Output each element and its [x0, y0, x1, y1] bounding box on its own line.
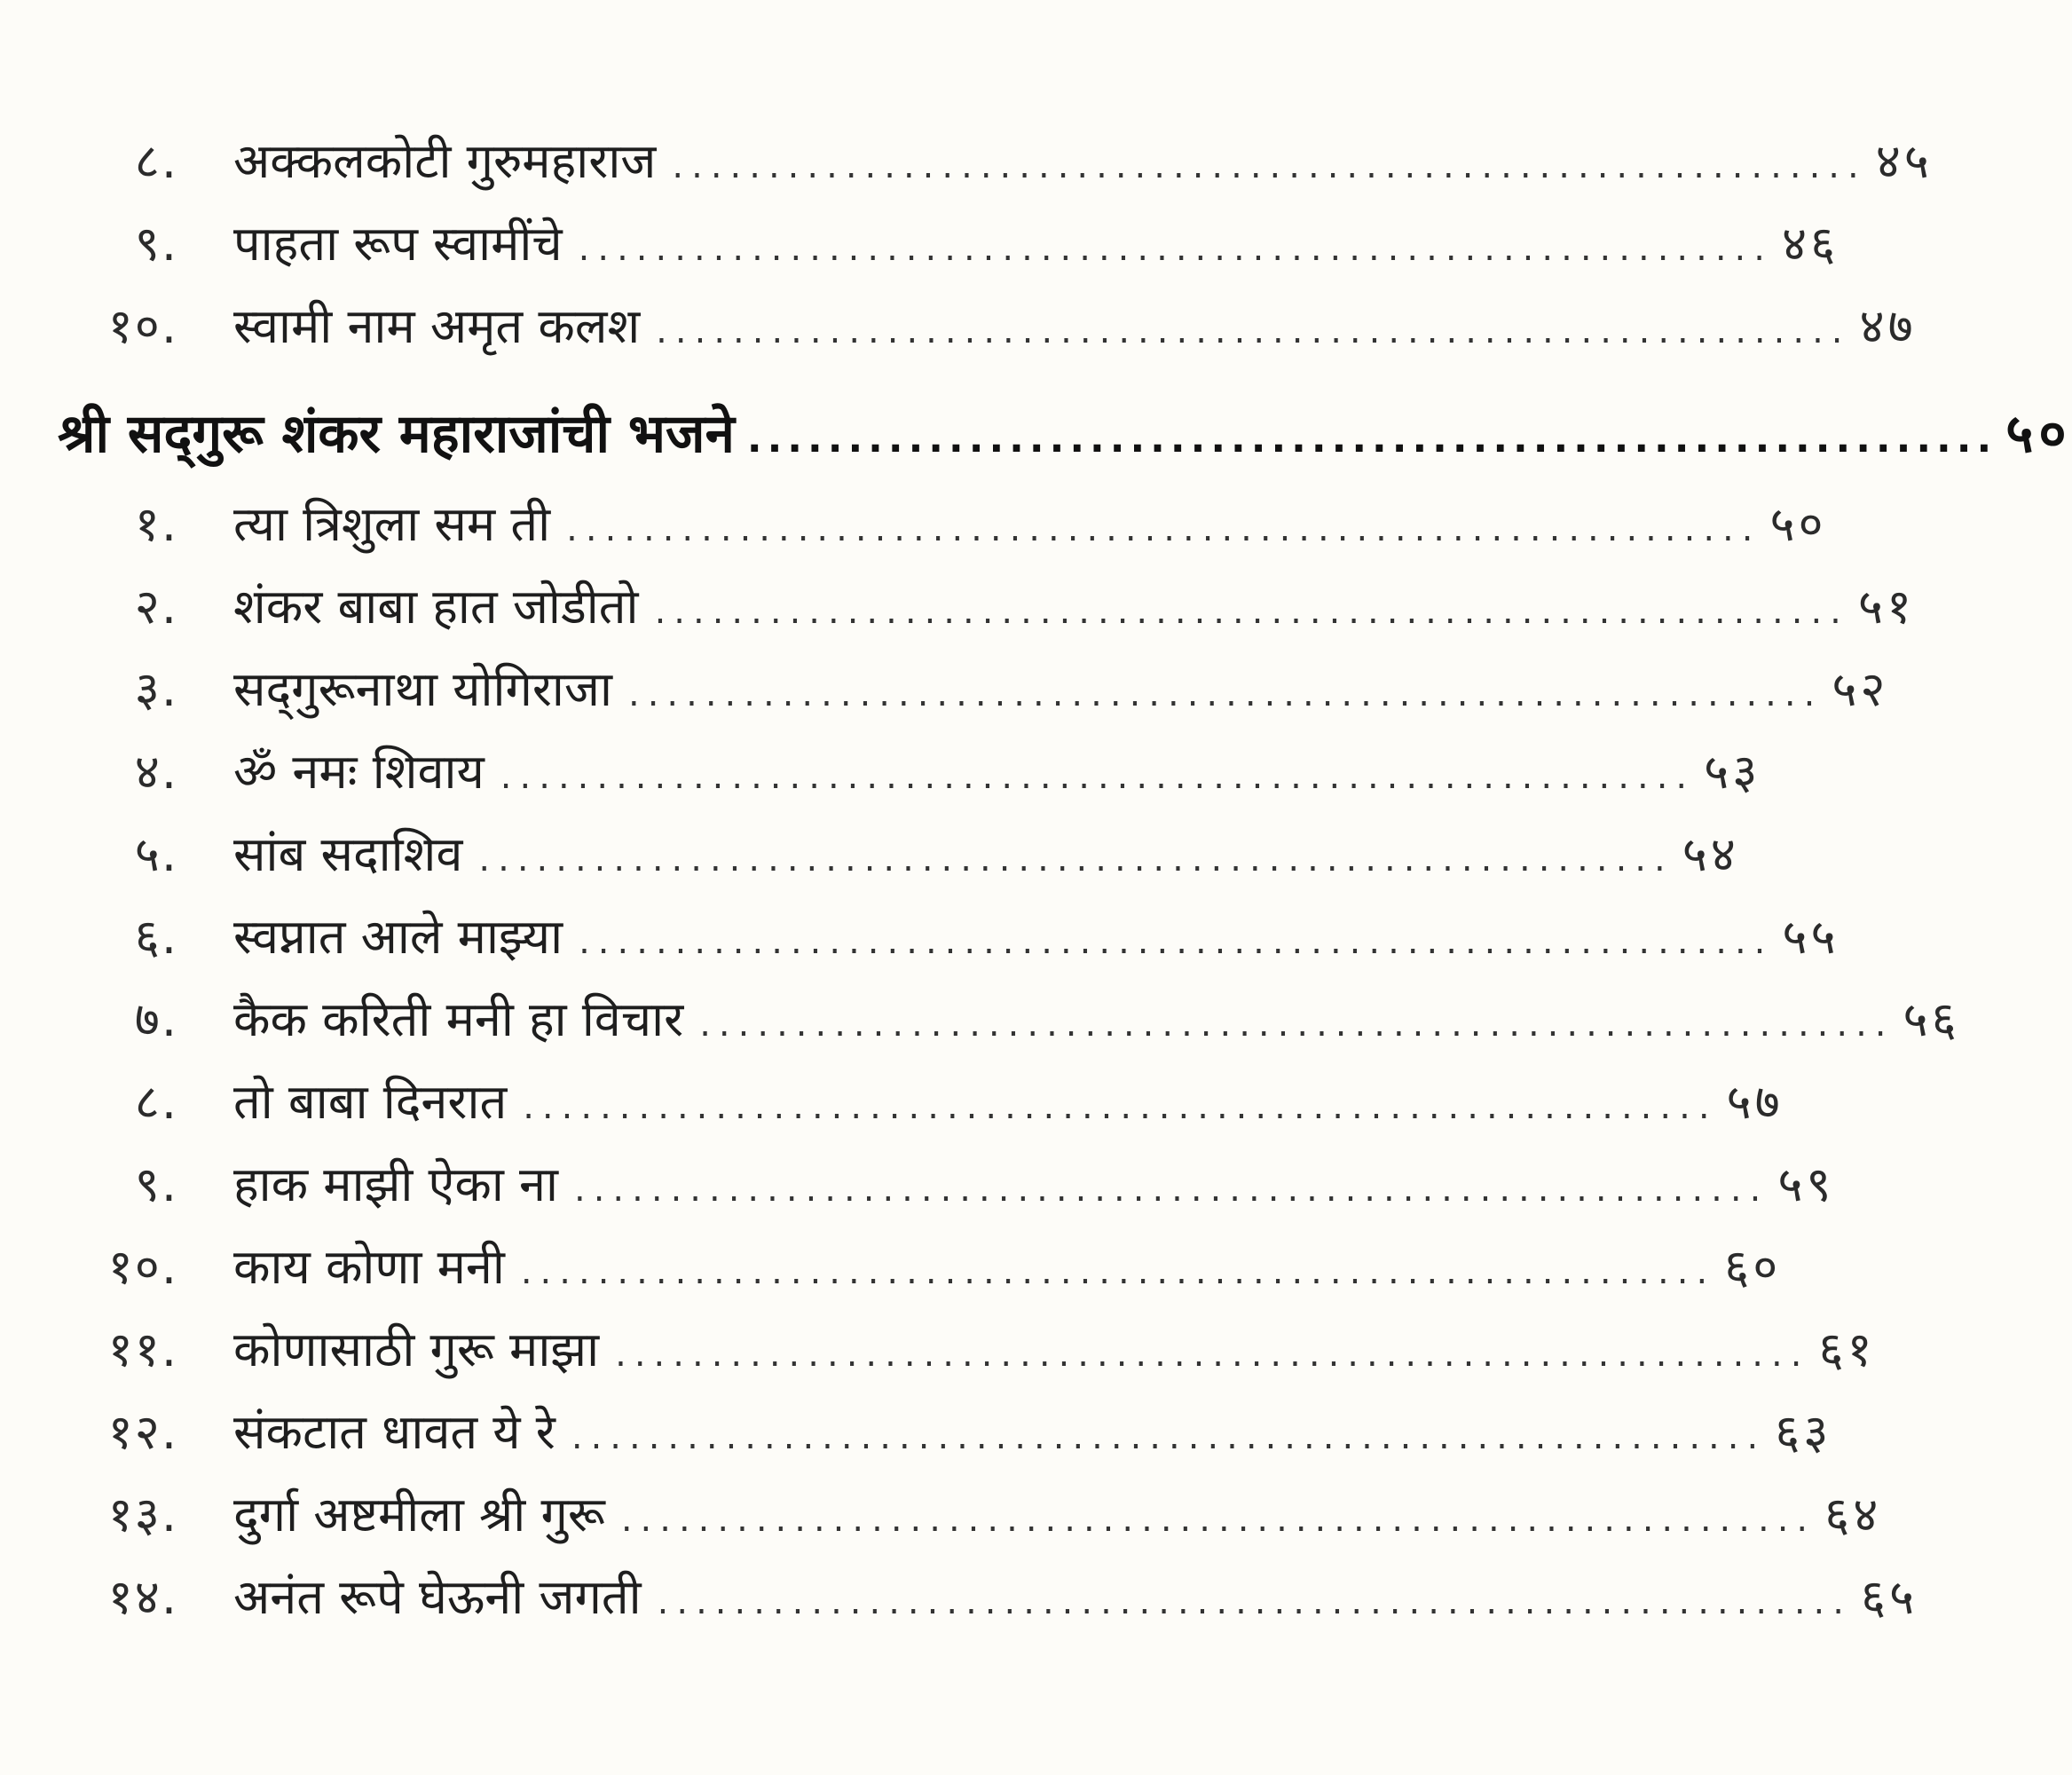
entry-page: ६५ — [1860, 1569, 1918, 1625]
dot-leader: .............................................................. — [620, 1499, 1816, 1540]
toc-entry — [58, 648, 1889, 730]
entry-page: ४५ — [1875, 133, 1933, 189]
section-title: श्री सद्‌गुरू शंकर महाराजांची भजने — [58, 403, 735, 465]
toc-entry — [58, 483, 1827, 565]
toc-entry — [58, 565, 1916, 648]
entry-title: हाक माझी ऐका ना — [233, 1156, 558, 1212]
entry-page: ४७ — [1859, 298, 1917, 354]
dot-leader: .............................................................. — [672, 146, 1867, 186]
dot-leader: .............................................................. — [615, 1334, 1810, 1375]
entry-number: ४. — [134, 744, 178, 800]
entry-title: ॐ नमः शिवाय — [233, 744, 485, 800]
entry-page: ५६ — [1903, 991, 1960, 1047]
entry-title: संकटात धावत ये रे — [233, 1404, 555, 1460]
entry-title: शंकर बाबा हात जोडीतो — [233, 579, 639, 635]
toc-entry — [58, 202, 1840, 285]
toc-entry — [58, 895, 1840, 978]
toc-entry — [58, 1556, 1918, 1638]
toc-entry — [58, 1143, 1835, 1226]
entry-page: ५४ — [1682, 826, 1739, 882]
entry-page: ६१ — [1818, 1321, 1876, 1377]
section-page: ५० — [2005, 403, 2072, 465]
toc-entry — [58, 1391, 1832, 1473]
entry-number: ९. — [134, 216, 178, 272]
dot-leader: .............................................................. — [657, 1582, 1852, 1622]
toc-entry — [58, 813, 1739, 895]
entry-title: कैक करिती मनी हा विचार — [233, 991, 684, 1047]
entry-page: ६० — [1724, 1239, 1782, 1295]
entry-title: त्या त्रिशुला सम ती — [233, 496, 551, 552]
entry-page: ५९ — [1777, 1156, 1835, 1212]
toc-entry — [58, 1061, 1784, 1143]
dot-leader: .............................................................. — [627, 674, 1824, 714]
toc-entry — [58, 978, 1960, 1061]
toc-entry — [58, 1226, 1782, 1308]
toc-entry — [58, 1473, 1882, 1556]
toc-entry — [58, 120, 1933, 202]
entry-title: तो बाबा दिनरात — [233, 1074, 508, 1130]
dot-leader: .............................................................. — [746, 416, 1997, 462]
dot-leader: .............................................................. — [500, 756, 1696, 797]
entry-page: ५५ — [1782, 909, 1840, 965]
entry-title: कोणासाठी गुरू माझा — [233, 1321, 600, 1377]
entry-page: ५३ — [1704, 744, 1761, 800]
dot-leader: .............................................................. — [574, 1169, 1769, 1210]
dot-leader: .............................................................. — [571, 1416, 1767, 1457]
entry-number: १२. — [107, 1404, 178, 1460]
entry-number: ३. — [134, 661, 178, 717]
dot-leader: .............................................................. — [699, 1004, 1895, 1045]
toc-entry — [58, 730, 1761, 813]
entry-page: ५० — [1769, 496, 1827, 552]
entry-number: १. — [134, 496, 178, 552]
section-heading — [58, 385, 2072, 483]
entry-page: ६४ — [1824, 1487, 1882, 1542]
dot-leader: .............................................................. — [579, 921, 1774, 962]
entry-title: दुर्गा अष्टमीला श्री गुरू — [233, 1487, 605, 1542]
dot-leader: .............................................................. — [520, 1251, 1716, 1292]
entry-page: ५७ — [1726, 1074, 1784, 1130]
entry-title: अनंत रूपे घेऊनी जगती — [233, 1569, 642, 1625]
entry-number: १४. — [107, 1569, 178, 1625]
dot-leader: .............................................................. — [523, 1086, 1718, 1127]
dot-leader: .............................................................. — [656, 311, 1851, 351]
entry-number: ९. — [134, 1156, 178, 1212]
entry-title: पाहता रूप स्वामींचे — [233, 216, 563, 272]
entry-title: काय कोणा मनी — [233, 1239, 505, 1295]
entry-title: स्वप्नात आले माझ्या — [233, 909, 563, 965]
toc-list-part1 — [58, 120, 1933, 367]
entry-number: ६. — [134, 909, 178, 965]
entry-title: सांब सदाशिव — [233, 826, 463, 882]
entry-title: सद्‌गुरूनाथा योगिराजा — [233, 661, 612, 717]
dot-leader: .............................................................. — [578, 228, 1773, 269]
entry-title: अक्कलकोटी गुरुमहाराज — [233, 133, 657, 189]
entry-number: ७. — [134, 991, 178, 1047]
toc-entry — [58, 285, 1917, 367]
entry-number: ८. — [134, 1074, 178, 1130]
entry-number: १०. — [107, 298, 178, 354]
toc-entry — [58, 1308, 1876, 1391]
entry-page: ५२ — [1832, 661, 1889, 717]
toc-list-part2 — [58, 483, 1960, 1638]
entry-number: ११. — [107, 1321, 178, 1377]
entry-number: २. — [134, 579, 178, 635]
entry-number: १०. — [107, 1239, 178, 1295]
dot-leader: .............................................................. — [478, 839, 1674, 880]
dot-leader: .............................................................. — [566, 509, 1761, 549]
entry-page: ६३ — [1775, 1404, 1832, 1460]
entry-title: स्वामी नाम अमृत कलश — [233, 298, 641, 354]
dot-leader: .............................................................. — [654, 591, 1849, 632]
entry-number: ८. — [134, 133, 178, 189]
entry-number: ५. — [134, 826, 178, 882]
entry-number: १३. — [107, 1487, 178, 1542]
entry-page: ४६ — [1781, 216, 1840, 272]
entry-page: ५१ — [1857, 579, 1916, 635]
